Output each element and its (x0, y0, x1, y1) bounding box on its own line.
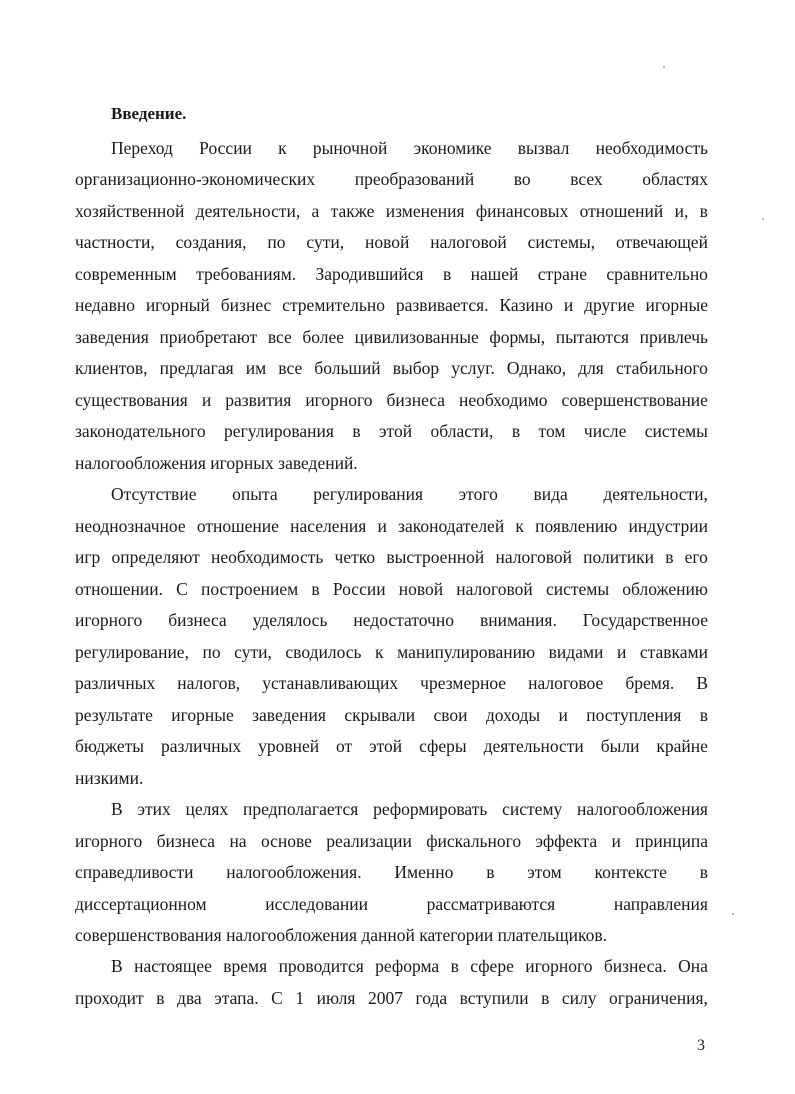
text-line: отношении. С построением в России новой налоговой системы обложению (75, 579, 708, 599)
text-line: игорного бизнеса уделялось недостаточно внимания. Государственное (75, 610, 708, 630)
text-line: заведения приобретают все более цивилизованные формы, пытаются привлечь (75, 327, 708, 347)
scan-speck (762, 218, 764, 220)
text-line: хозяйственной деятельности, а также изменения финансовых отношений и, в (75, 201, 708, 221)
text-line: результате игорные заведения скрывали свои доходы и поступления в (75, 705, 708, 725)
text-line: законодательного регулирования в этой области, в том числе системы (75, 421, 708, 441)
text-line: неоднозначное отношение населения и законодателей к появлению индустрии (75, 516, 708, 536)
text-line: частности, создания, по сути, новой налоговой системы, отвечающей (75, 232, 708, 252)
text-line: совершенствования налогообложения данной категории плательщиков. (75, 925, 607, 945)
text-line: Переход России к рыночной экономике вызвал необходимость (111, 138, 708, 158)
text-line: недавно игорный бизнес стремительно развивается. Казино и другие игорные (75, 295, 708, 315)
text-line: организационно-экономических преобразований во всех областях (75, 169, 708, 189)
scan-speck (663, 66, 665, 68)
text-line: регулирование, по сути, сводилось к манипулированию видами и ставками (75, 642, 708, 662)
text-line: различных налогов, устанавливающих чрезмерное налоговое бремя. В (75, 673, 708, 693)
text-line: бюджеты различных уровней от этой сферы деятельности были крайне (75, 736, 708, 756)
text-line: проходит в два этапа. С 1 июля 2007 года вступили в силу ограничения, (75, 988, 708, 1008)
text-line: существования и развития игорного бизнеса необходимо совершенствование (75, 390, 708, 410)
text-line: В настоящее время проводится реформа в сфере игорного бизнеса. Она (111, 956, 708, 976)
text-line: современным требованиям. Зародившийся в нашей стране сравнительно (75, 264, 708, 284)
text-line: налогообложения игорных заведений. (75, 453, 358, 473)
text-line: игорного бизнеса на основе реализации фискального эффекта и принципа (75, 831, 708, 851)
text-line: справедливости налогообложения. Именно в этом контексте в (75, 862, 708, 882)
text-line: клиентов, предлагая им все больший выбор услуг. Однако, для стабильного (75, 358, 708, 378)
scan-speck (732, 913, 734, 915)
section-heading: Введение. (111, 104, 187, 123)
page-number: 3 (697, 1037, 705, 1054)
text-line: диссертационном исследовании рассматриваются направления (75, 894, 708, 914)
text-line: В этих целях предполагается реформировать систему налогообложения (111, 799, 708, 819)
text-line: низкими. (75, 768, 144, 788)
text-line: Отсутствие опыта регулирования этого вида деятельности, (111, 484, 708, 504)
text-line: игр определяют необходимость четко выстроенной налоговой политики в его (75, 547, 708, 567)
